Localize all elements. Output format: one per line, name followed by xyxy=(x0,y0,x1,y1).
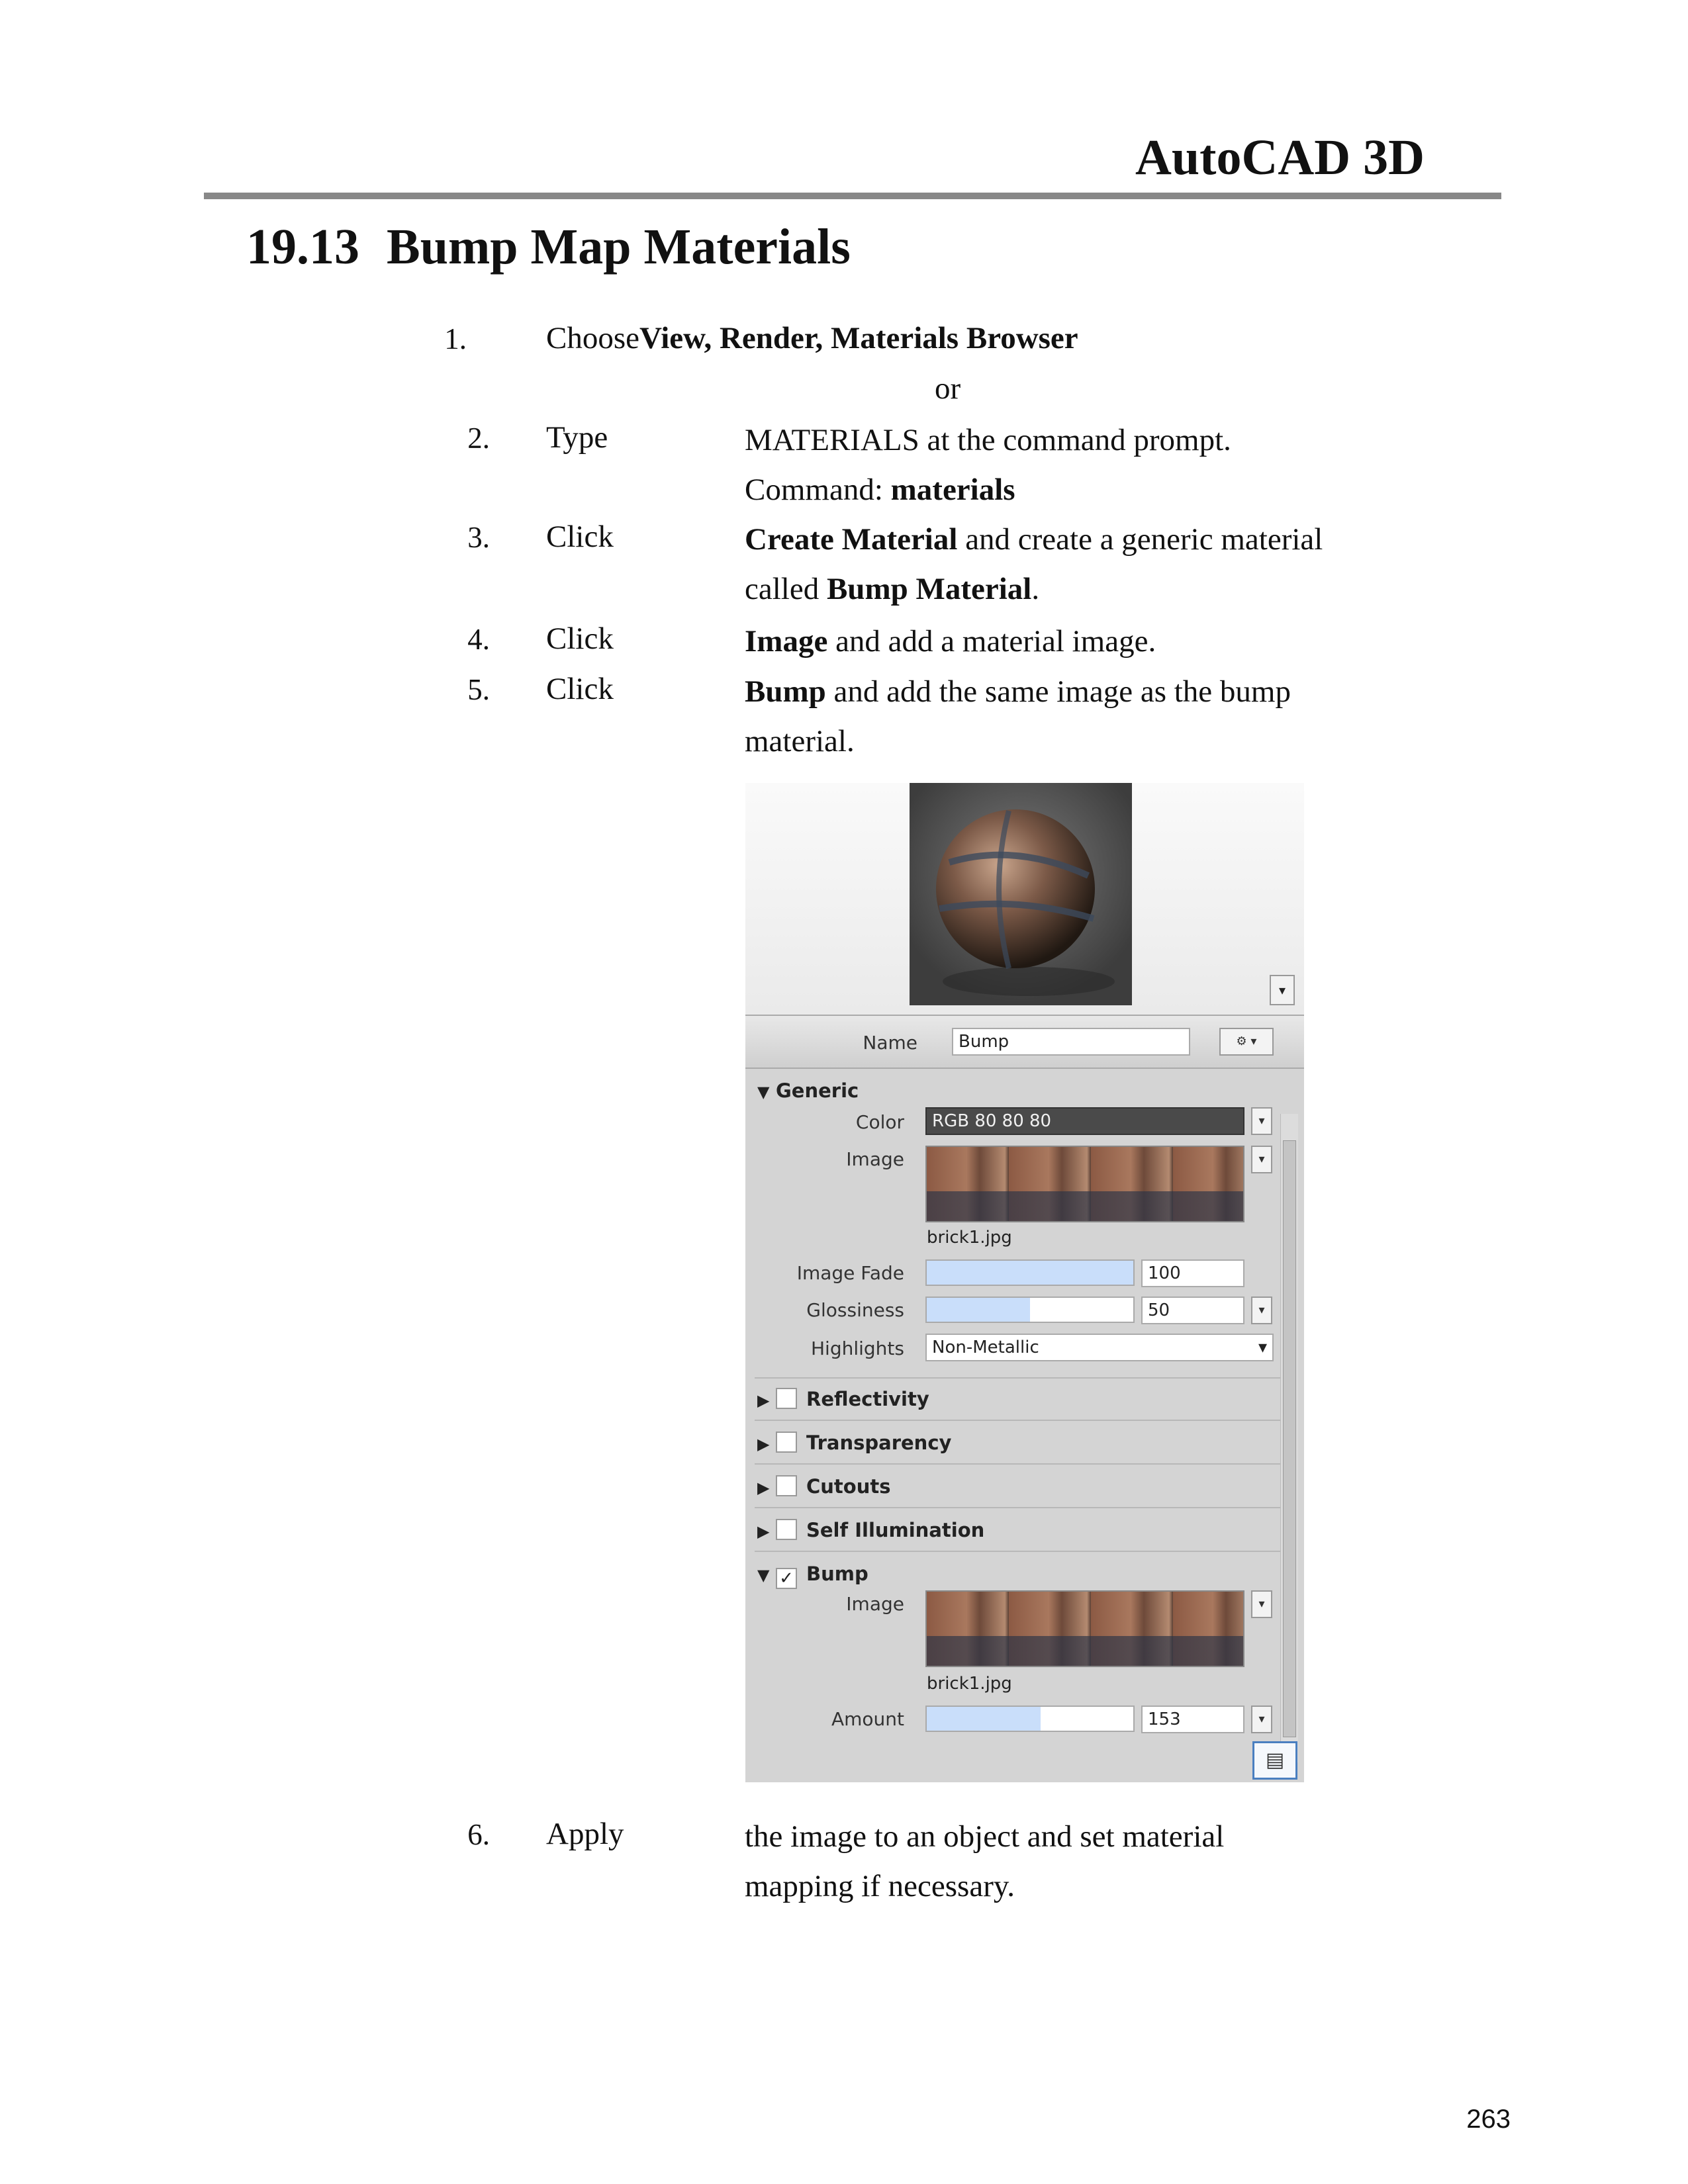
step-2-verb: Type xyxy=(546,420,608,455)
name-field[interactable]: Bump xyxy=(952,1028,1190,1056)
highlights-value: Non-Metallic xyxy=(932,1338,1039,1357)
step-3-text xyxy=(745,515,1407,614)
step-5-text-1: and add the same image as the bump xyxy=(825,674,1291,709)
command-label: Command: xyxy=(745,473,891,507)
reflectivity-checkbox[interactable] xyxy=(776,1388,797,1409)
step-3-text-3: . xyxy=(1031,572,1040,606)
preview-options-dropdown[interactable]: ▾ xyxy=(1270,975,1295,1005)
glossiness-value[interactable]: 50 xyxy=(1141,1297,1244,1324)
header-rule xyxy=(204,193,1501,199)
collapsed-arrow-icon: ▶ xyxy=(757,1479,770,1497)
amount-fill xyxy=(927,1707,1041,1731)
generic-image-filename: brick1.jpg xyxy=(927,1228,1012,1248)
section-title xyxy=(246,218,851,276)
step-6-number: 6. xyxy=(467,1818,490,1851)
glossiness-dropdown[interactable]: ▾ xyxy=(1251,1297,1272,1324)
image-fade-value[interactable]: 100 xyxy=(1141,1259,1244,1287)
group-reflectivity-label: Reflectivity xyxy=(806,1388,929,1410)
chevron-down-icon: ▾ xyxy=(1250,1034,1257,1048)
image-fade-fill xyxy=(927,1261,1133,1285)
group-generic[interactable] xyxy=(757,1079,859,1102)
group-generic-label: Generic xyxy=(776,1079,859,1102)
step-3-number: 3. xyxy=(467,521,490,554)
separator xyxy=(755,1507,1284,1508)
group-cutouts-label: Cutouts xyxy=(806,1475,891,1498)
expanded-arrow-icon: ▼ xyxy=(757,1566,770,1584)
transparency-checkbox[interactable] xyxy=(776,1432,797,1453)
step-3-line-2 xyxy=(745,565,1407,614)
step-3-bold-1: Create Material xyxy=(745,522,958,557)
glossiness-fill xyxy=(927,1298,1030,1322)
step-5-line-2: material. xyxy=(745,724,855,758)
step-1-number: 1. xyxy=(444,322,467,355)
step-2-line-1: MATERIALS at the command prompt. xyxy=(745,423,1231,457)
gear-icon: ⚙ xyxy=(1236,1034,1247,1048)
step-2-number: 2. xyxy=(467,422,490,455)
amount-label: Amount xyxy=(831,1708,904,1730)
separator xyxy=(755,1551,1284,1552)
amount-dropdown[interactable]: ▾ xyxy=(1251,1706,1272,1733)
group-self-illumination-label: Self Illumination xyxy=(806,1519,985,1541)
step-6-line-2: mapping if necessary. xyxy=(745,1869,1015,1903)
step-5-text xyxy=(745,667,1407,766)
highlights-select[interactable] xyxy=(925,1334,1274,1361)
step-6-text xyxy=(745,1812,1407,1911)
step-2-text xyxy=(745,416,1407,515)
step-4-rest: and add a material image. xyxy=(827,624,1156,659)
step-1-bold: View, Render, Materials Browser xyxy=(639,321,1078,355)
or-text: or xyxy=(935,371,961,406)
group-transparency-label: Transparency xyxy=(806,1432,952,1454)
expanded-arrow-icon: ▼ xyxy=(757,1083,770,1101)
layout-toggle-button[interactable] xyxy=(1252,1741,1297,1780)
group-reflectivity[interactable] xyxy=(757,1388,929,1410)
amount-value[interactable]: 153 xyxy=(1141,1706,1244,1733)
collapsed-arrow-icon: ▶ xyxy=(757,1522,770,1541)
color-label: Color xyxy=(855,1111,904,1133)
amount-slider[interactable] xyxy=(925,1706,1135,1732)
separator xyxy=(755,1420,1284,1421)
step-1-text xyxy=(546,320,1078,356)
step-2-line-2 xyxy=(745,465,1407,515)
color-field[interactable]: RGB 80 80 80 xyxy=(925,1107,1244,1135)
separator xyxy=(755,1463,1284,1465)
bump-image-dropdown[interactable]: ▾ xyxy=(1251,1590,1272,1618)
chevron-down-icon: ▾ xyxy=(1258,1338,1267,1357)
cutouts-checkbox[interactable] xyxy=(776,1475,797,1496)
step-5-line-1 xyxy=(745,667,1407,717)
group-self-illumination[interactable] xyxy=(757,1519,984,1541)
page-number: 263 xyxy=(1466,2105,1511,2134)
step-6-line-1: the image to an object and set material xyxy=(745,1819,1225,1854)
step-4-verb: Click xyxy=(546,621,614,656)
bump-image-label: Image xyxy=(846,1593,904,1615)
step-3-line-1 xyxy=(745,515,1407,565)
step-5-bold: Bump xyxy=(745,674,826,709)
name-label: Name xyxy=(863,1032,917,1054)
step-1-prefix: Choose xyxy=(546,321,639,355)
glossiness-label: Glossiness xyxy=(806,1299,904,1321)
image-fade-label: Image Fade xyxy=(796,1262,904,1284)
command-value: materials xyxy=(890,473,1015,507)
step-5-verb: Click xyxy=(546,672,614,706)
self-illumination-checkbox[interactable] xyxy=(776,1519,797,1540)
step-3-text-2: called xyxy=(745,572,827,606)
generic-image-thumbnail[interactable] xyxy=(925,1146,1244,1222)
step-4-bold: Image xyxy=(745,624,828,659)
running-head: AutoCAD 3D xyxy=(1135,130,1425,185)
bump-checkbox[interactable]: ✓ xyxy=(776,1568,797,1589)
name-bar xyxy=(745,1016,1304,1069)
step-4-text xyxy=(745,617,1407,666)
group-bump-label: Bump xyxy=(806,1563,868,1585)
section-number: 19.13 xyxy=(246,219,359,275)
step-5-number: 5. xyxy=(467,673,490,706)
group-bump[interactable] xyxy=(757,1563,868,1589)
step-3-text-1: and create a generic material xyxy=(957,522,1323,557)
image-fade-slider[interactable] xyxy=(925,1259,1135,1286)
scrollbar-thumb[interactable] xyxy=(1283,1140,1296,1737)
preview-swatch xyxy=(910,783,1132,1005)
glossiness-slider[interactable] xyxy=(925,1297,1135,1323)
bump-image-thumbnail[interactable] xyxy=(925,1590,1244,1667)
materials-editor-screenshot xyxy=(745,783,1304,1782)
material-preview xyxy=(745,783,1304,1017)
material-options-button[interactable] xyxy=(1219,1028,1274,1056)
group-transparency[interactable] xyxy=(757,1432,951,1454)
highlights-label: Highlights xyxy=(811,1338,904,1359)
bump-image-filename: brick1.jpg xyxy=(927,1674,1012,1694)
separator xyxy=(755,1377,1284,1379)
sphere-preview-icon xyxy=(910,783,1132,1005)
collapsed-arrow-icon: ▶ xyxy=(757,1435,770,1453)
section-heading: Bump Map Materials xyxy=(387,219,851,275)
image-label: Image xyxy=(846,1148,904,1170)
step-3-verb: Click xyxy=(546,520,614,554)
step-6-verb: Apply xyxy=(546,1817,624,1851)
panel-scrollbar[interactable] xyxy=(1280,1114,1298,1762)
color-dropdown[interactable]: ▾ xyxy=(1251,1107,1272,1135)
panel-layout-icon: ▤ xyxy=(1265,1749,1285,1772)
step-3-bold-2: Bump Material xyxy=(826,572,1032,606)
group-cutouts[interactable] xyxy=(757,1475,890,1498)
step-4-number: 4. xyxy=(467,623,490,656)
image-dropdown[interactable]: ▾ xyxy=(1251,1146,1272,1173)
collapsed-arrow-icon: ▶ xyxy=(757,1391,770,1410)
